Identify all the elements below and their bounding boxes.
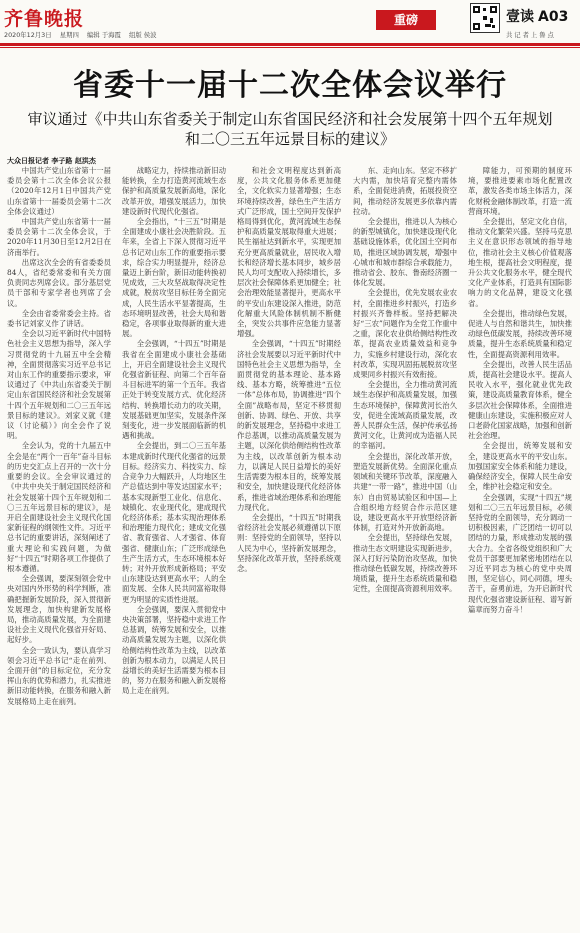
article-paragraph: 全会强调，“十四五”时期经济社会发展要以习近平新时代中国特色社会主义思想为指导，全面贯彻党的基本理论、基本路线、基本方略，统筹推进“五位一体”总体布局，协调推进“四个全面”战略布局，坚定不移贯彻创新、协调、绿色、开放、共享的新发展理念，坚持稳中求进工作总基调，以推动高质量发展为主题，以深化供给侧结构性改革为主线，以改革创新为根本动力，以满足人民日益增长的美好生活需要为根本目的，统筹发展和安全，加快建设现代化经济体系，推进省域治理体系和治理能力现代化。 [237,339,341,512]
article-paragraph: 全会提出，推进以人为核心的新型城镇化，加快建设现代化基础设施体系，优化国土空间布局，推进区域协调发展，增强中心城市和城市群综合承载能力，推动省会、胶东、鲁南经济圈一体化发展。 [353,217,457,288]
headline: 省委十一届十二次全体会议举行 [73,68,507,103]
article-column-4 [353,166,457,928]
article-paragraph: 全会提出，到二〇三五年基本建成新时代现代化强省的远景目标。经济实力、科技实力、综合竞争力大幅跃升，人均地区生产总值达到中等发达国家水平；基本实现新型工业化、信息化、城镇化、农业现代化，建成现代化经济体系；基本实现治理体系和治理能力现代化；建成文化强省、教育强省、人才强省、体育强省、健康山东；广泛形成绿色生产生活方式，生态环境根本好转；对外开放形成新格局；平安山东建设达到更高水平；人的全面发展、全体人民共同富裕取得更为明显的实质性进展。 [122,441,226,604]
article-paragraph: 全会提出，统筹发展和安全，建设更高水平的平安山东。加强国家安全体系和能力建设，确保经济安全，保障人民生命安全，维护社会稳定和安全。 [468,441,572,492]
article-paragraph: 全会提出，坚定文化自信，推动文化繁荣兴盛。坚持马克思主义在意识形态领域的指导地位，推动社会主义核心价值观落地生根，提高社会文明程度，提升公共文化服务水平，健全现代文化产业体系，打造具有国际影响力的文化品牌，建设文化强省。 [468,217,572,308]
article-paragraph: 全会认为，党的十九届五中全会是在“两个一百年”奋斗目标的历史交汇点上召开的一次十分重要的会议。全会审议通过的《中共中央关于制定国民经济和社会发展第十四个五年规划和二〇三五年远景目标的建议》，是开启全面建设社会主义现代化国家新征程的纲领性文件。习近平总书记的重要讲话，深刻阐述了重大理论和实践问题，为做好“十四五”时期各项工作提供了根本遵循。 [7,441,111,573]
subtitle-line-1: 审议通过《中共山东省委关于制定山东省国民经济和社会发展第十四个五年规划 [27,110,553,128]
article-body [7,166,573,928]
article-paragraph: 全会强调，“十四五”时期是我省在全面建成小康社会基础上，开启全面建设社会主义现代化强省新征程、向第二个百年奋斗目标进军的第一个五年。我省正处于转变发展方式、优化经济结构、转换增长动力的攻关期，发展基础更加坚实，发展条件深刻变化，进一步发展面临新的机遇和挑战。 [122,339,226,441]
article-paragraph: 全会提出，“十四五”时期我省经济社会发展必须遵循以下原则：坚持党的全面领导，坚持以人民为中心，坚持新发展理念，坚持深化改革开放，坚持系统观念。 [237,512,341,573]
dateline [4,30,163,39]
article-column-1 [7,166,111,928]
article-paragraph: 全会由省委常委会主持。省委书记刘家义作了讲话。 [7,308,111,329]
issue-date: 2020年12月3日 [4,31,52,39]
article-paragraph: 全会提出，推动绿色发展，促进人与自然和谐共生，加快推动绿色低碳发展，持续改善环境质量，提升生态系统质量和稳定性，全面提高资源利用效率。 [468,308,572,359]
slogan: 共 记 者 上 鲁 点 [506,32,554,39]
article-paragraph: 全会提出，改善人民生活品质，提高社会建设水平。提高人民收入水平，强化就业优先政策，建设高质量教育体系，健全多层次社会保障体系，全面推进健康山东建设，实施积极应对人口老龄化国家战略，加强和创新社会治理。 [468,359,572,441]
page-code: A03 [538,9,569,25]
newspaper-logo: 齐鲁晚报 [4,8,85,30]
page-number [506,6,568,26]
article-paragraph: 中国共产党山东省第十一届委员会第十二次全体会议公报（2020年12月1日中国共产党山东省第十一届委员会第十二次全体会议通过） [7,166,111,216]
page-editor: 编辑 于海霞 [86,31,121,39]
page-designer: 组版 侯波 [128,31,157,39]
article-paragraph: 全会指出，“十三五”时期是全面建成小康社会决胜阶段。五年来，全省上下深入贯彻习近平总书记对山东工作的重要指示要求，综合实力明显提升，经济总量迈上新台阶，新旧动能转换初见成效，三大攻坚战取得决定性成就，脱贫攻坚目标任务全面完成，人民生活水平显著提高，生态环境明显改善，社会大局和谐稳定，各项事业取得新的重大进展。 [122,217,226,339]
article-paragraph: 中国共产党山东省第十一届委员会第十二次全体会议，于2020年11月30日至12月2日在济南举行。 [7,217,111,257]
article-paragraph: 全会强调，要深刻领会党中央对国内外形势的科学判断，准确把握新发展阶段，深入贯彻新发展理念，加快构建新发展格局，推动高质量发展，为全面建设社会主义现代化强省开好局、起好步。 [7,574,111,645]
article-paragraph: 和社会文明程度达到新高度，公共文化服务体系更加健全，文化软实力显著增强；生态环境持续改善，绿色生产生活方式广泛形成，国土空间开发保护格局得到优化，黄河流域生态保护和高质量发展取得重大进展；民生福祉达到新水平，实现更加充分更高质量就业，居民收入增长和经济增长基本同步，城乡居民人均可支配收入持续增长，多层次社会保障体系更加健全；社会治理效能显著提升，更高水平的平安山东建设深入推进，防范化解重大风险体制机制不断健全，突发公共事件应急能力显著增强。 [237,166,341,339]
article-paragraph: 全会提出，优先发展农业农村，全面推进乡村振兴，打造乡村振兴齐鲁样板。坚持把解决好“三农”问题作为全党工作重中之重，深化农业供给侧结构性改革，提高农业质量效益和竞争力，实施乡村建设行动，深化农村改革，实现巩固拓展脱贫攻坚成果同乡村振兴有效衔接。 [353,288,457,380]
article-paragraph: 全会强调，要深入贯彻党中央决策部署，坚持稳中求进工作总基调，统筹发展和安全，以推动高质量发展为主题，以深化供给侧结构性改革为主线，以改革创新为根本动力，以满足人民日益增长的美好生活需要为根本目的，努力在服务和融入新发展格局上走在前列。 [122,604,226,696]
header-rule-thin [0,47,580,48]
article-column-2 [122,166,226,928]
article-paragraph: 全会一致认为，要认真学习领会习近平总书记“走在前列、全面开创”的目标定位，充分发挥山东的优势和潜力，扎实推进新旧动能转换，在服务和融入新发展格局上走在前列。 [7,645,111,706]
article-paragraph: 东、走向山东。坚定不移扩大内需，加快培育完整内需体系，全面促进消费，拓展投资空间，推动经济发展更多依靠内需拉动。 [353,166,457,216]
header-rule [0,43,580,46]
article-paragraph: 战略定力，持续推动新旧动能转换，全力打造黄河流域生态保护和高质量发展新高地，深化改革开放，增强发展活力，加快建设新时代现代化强省。 [122,166,226,216]
article-paragraph: 出席这次全会的有省委委员84人，省纪委常委和有关方面负责同志列席会议。部分基层党员干部和专家学者也列席了会议。 [7,257,111,308]
article-column-5 [468,166,572,928]
section-name: 壹读 [506,9,534,25]
qr-code-icon [470,3,500,33]
subtitle-line-2: 和二〇三五年远景目标的建议》 [184,130,395,148]
article-column-3 [237,166,341,928]
section-tag: 重磅 [376,10,436,30]
article-paragraph: 全会强调，实现“十四五”规划和二〇三五年远景目标，必须坚持党的全面领导，充分调动一切积极因素，广泛团结一切可以团结的力量，形成推动发展的强大合力。全省各级党组织和广大党员干部要更加紧密地团结在以习近平同志为核心的党中央周围，坚定信心，同心同德，埋头苦干，奋勇前进，为开启新时代现代化强省建设新征程、谱写新篇章而努力奋斗！ [468,492,572,614]
issue-weekday: 星期四 [59,31,79,39]
article-paragraph: 全会提出，深化改革开放，塑造发展新优势。全面深化重点领域和关键环节改革，深度融入共建“一带一路”，推进中国（山东）自由贸易试验区和中国—上合组织地方经贸合作示范区建设，建设更高水平开放型经济新体制，打造对外开放新高地。 [353,451,457,533]
article-paragraph: 障能力，可预期的制度环境，要推进要素市场化配置改革，激发各类市场主体活力，深化财税金融体制改革，打造一流营商环境。 [468,166,572,216]
article-paragraph: 全会提出，坚持绿色发展，推动生态文明建设实现新进步，深入打好污染防治攻坚战，加快推动绿色低碳发展，持续改善环境质量，提升生态系统质量和稳定性，全面提高资源利用效率。 [353,533,457,594]
article-paragraph: 全会提出，全力推动黄河流域生态保护和高质量发展，加强生态环境保护，保障黄河长治久安，促进全流域高质量发展，改善人民群众生活，保护传承弘扬黄河文化，让黄河成为造福人民的幸福河。 [353,380,457,451]
masthead [0,0,580,44]
byline: 大众日报记者 李子路 赵洪杰 [7,157,96,165]
article-paragraph: 全会以习近平新时代中国特色社会主义思想为指导，深入学习贯彻党的十九届五中全会精神，全面贯彻落实习近平总书记对山东工作的重要指示要求，审议通过了《中共山东省委关于制定山东省国民经济和社会发展第十四个五年规划和二〇三五年远景目标的建议》。刘家义就《建议（讨论稿）》向全会作了说明。 [7,329,111,441]
